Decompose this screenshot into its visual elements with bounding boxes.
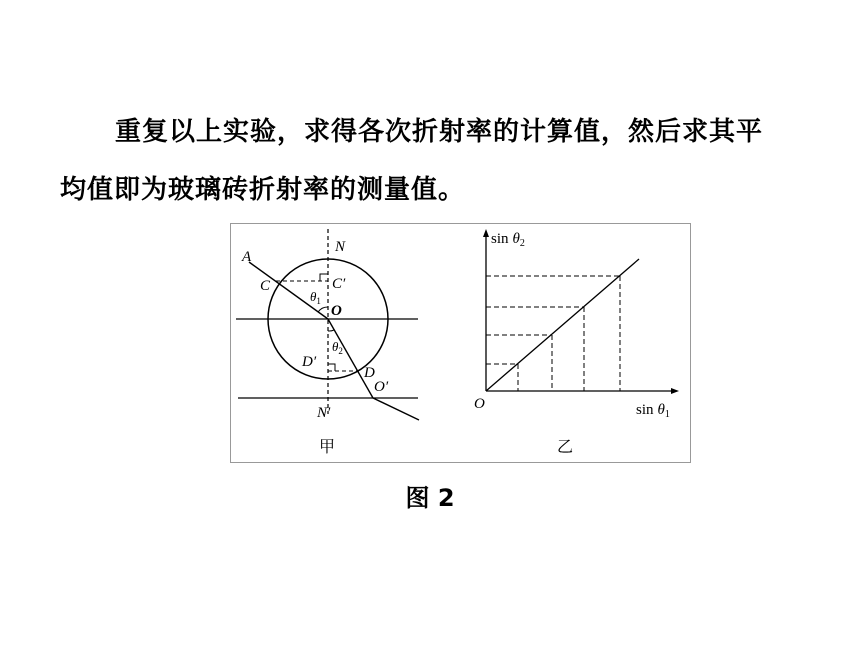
label-D: D: [364, 365, 375, 381]
y-axis-label: $\sin \theta_2$: [491, 231, 525, 249]
fit-line: [486, 259, 639, 391]
sin-graph: [474, 229, 679, 456]
label-N: N: [335, 239, 346, 255]
origin-label: O: [474, 396, 485, 412]
paragraph-line-2: 均值即为玻璃砖折射率的测量值。: [60, 175, 466, 205]
figure-svg: [231, 224, 690, 462]
label-O: O: [331, 303, 342, 319]
right-angle-c: [320, 274, 328, 281]
emergent-ray: [373, 398, 419, 420]
refraction-diagram: [236, 229, 419, 456]
label-C: C: [260, 278, 271, 294]
refracted-ray: [328, 319, 373, 398]
theta1-arc: [318, 307, 328, 312]
label-C-prime: C′: [332, 276, 346, 292]
label-N-prime: N′: [317, 405, 331, 421]
caption-jia: 甲: [319, 439, 336, 456]
figure-box: [230, 223, 691, 463]
label-theta1: $\theta_1$: [310, 289, 321, 306]
x-axis-arrow: [671, 388, 679, 394]
right-angle-d: [328, 364, 335, 371]
label-theta2: $\theta_2$: [332, 339, 343, 356]
theta2-arc: [328, 330, 334, 331]
figure-caption: 图 2: [405, 484, 455, 512]
label-O-prime: O′: [374, 379, 389, 395]
paragraph-line-1: 重复以上实验，求得各次折射率的计算值，然后求其平: [115, 117, 764, 147]
y-axis-arrow: [483, 229, 489, 237]
x-axis-label: $\sin \theta_1$: [636, 402, 670, 420]
label-A: A: [242, 249, 252, 265]
caption-yi: 乙: [557, 439, 574, 456]
label-D-prime: D′: [302, 354, 317, 370]
